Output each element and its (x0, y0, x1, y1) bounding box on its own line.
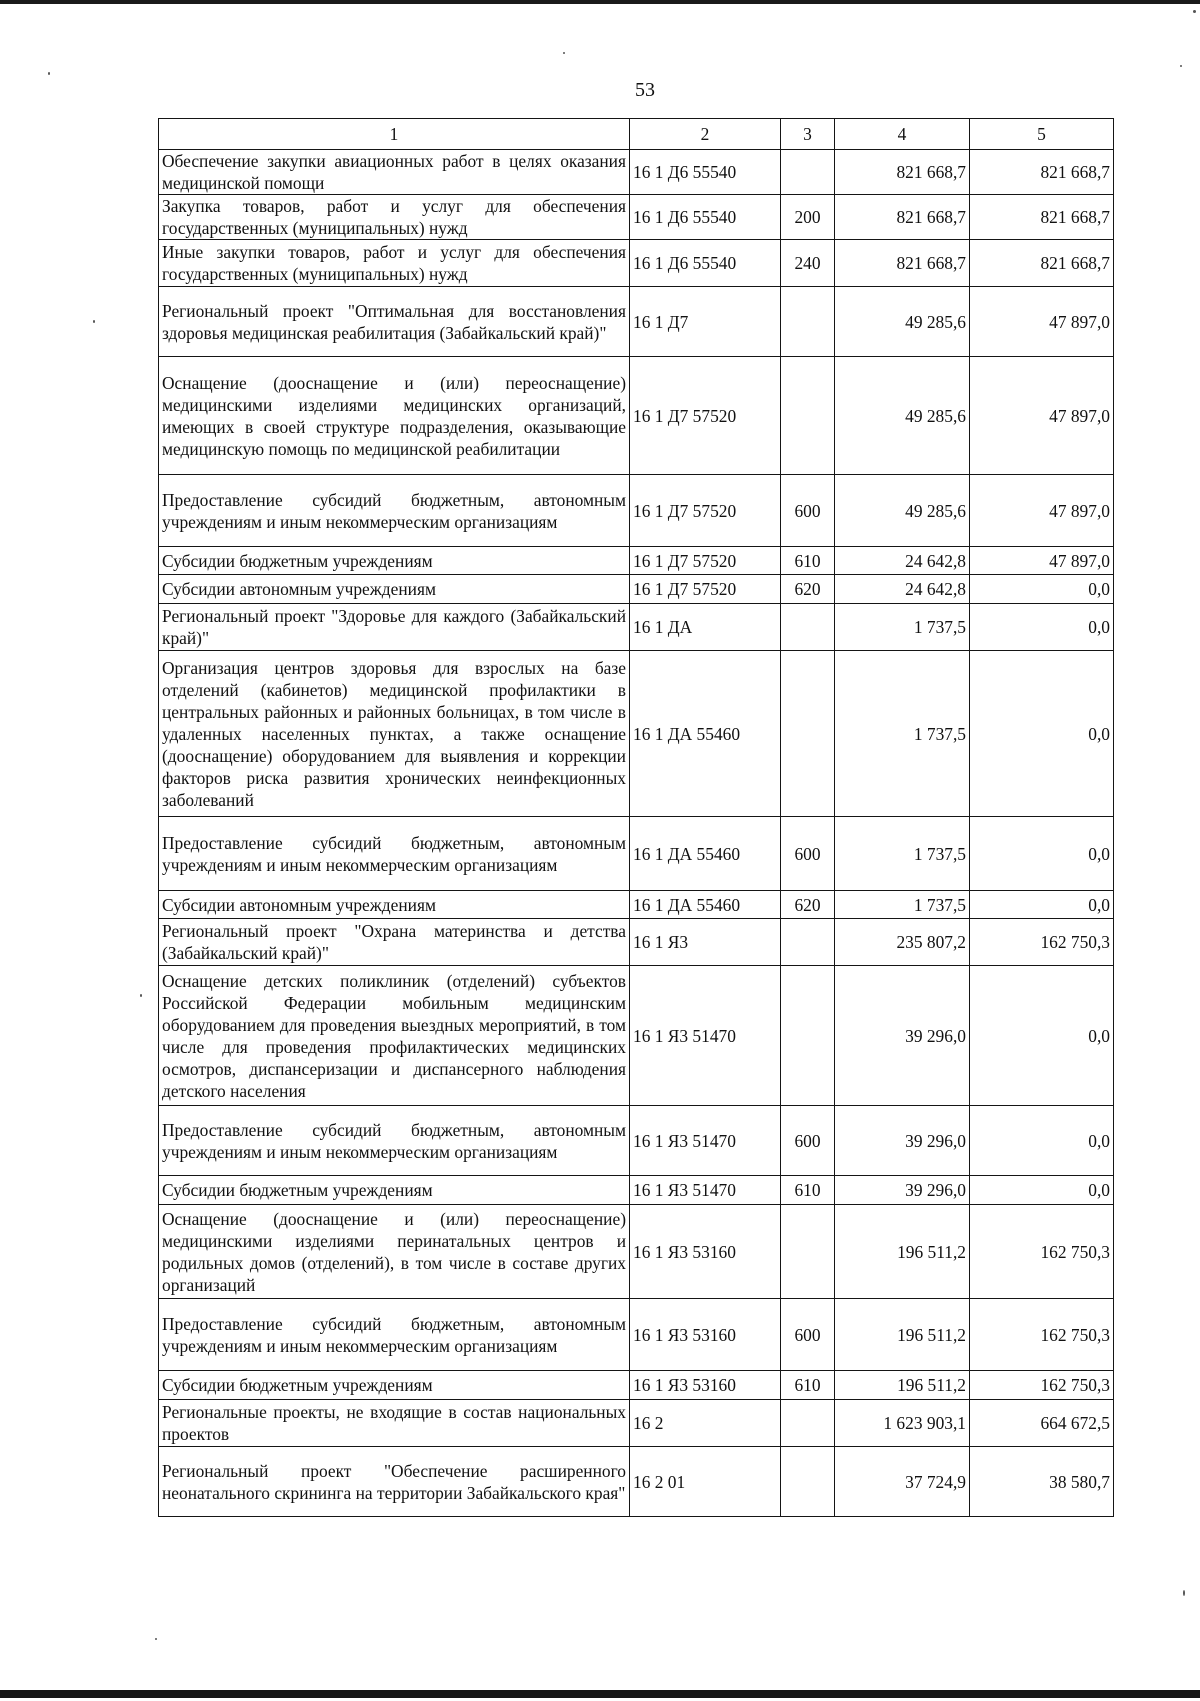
table-row (159, 357, 1114, 475)
table-row (159, 150, 1114, 195)
table-row (159, 604, 1114, 651)
amount-year-1: 1 623 903,1 (835, 1400, 970, 1447)
item-name: Предоставление субсидий бюджетным, автономным учреждениям и иным некоммерческим организациям (159, 817, 630, 891)
expense-type (781, 1447, 835, 1517)
target-code: 16 1 Д7 (630, 287, 781, 357)
amount-year-1: 37 724,9 (835, 1447, 970, 1517)
amount-year-2: 0,0 (970, 1106, 1114, 1176)
target-code: 16 1 Я3 53160 (630, 1371, 781, 1400)
amount-year-2: 47 897,0 (970, 357, 1114, 475)
amount-year-2: 0,0 (970, 651, 1114, 817)
table-row (159, 1205, 1114, 1299)
table-row (159, 891, 1114, 919)
table-row (159, 651, 1114, 817)
table-row (159, 240, 1114, 287)
table-row (159, 287, 1114, 357)
column-header: 1 (159, 119, 630, 150)
page-number: 53 (635, 79, 655, 101)
target-code: 16 1 Д7 57520 (630, 575, 781, 604)
scan-top-edge (0, 0, 1200, 4)
target-code: 16 2 01 (630, 1447, 781, 1517)
amount-year-2: 0,0 (970, 817, 1114, 891)
item-name: Предоставление субсидий бюджетным, автономным учреждениям и иным некоммерческим организациям (159, 475, 630, 547)
column-header: 4 (835, 119, 970, 150)
target-code: 16 1 ДА (630, 604, 781, 651)
column-header: 3 (781, 119, 835, 150)
amount-year-1: 821 668,7 (835, 150, 970, 195)
amount-year-1: 24 642,8 (835, 547, 970, 575)
item-name: Региональные проекты, не входящие в состав национальных проектов (159, 1400, 630, 1447)
expense-type: 610 (781, 1371, 835, 1400)
target-code: 16 1 Д7 57520 (630, 547, 781, 575)
target-code: 16 1 Д7 57520 (630, 475, 781, 547)
expense-type (781, 966, 835, 1106)
amount-year-2: 162 750,3 (970, 1371, 1114, 1400)
scan-speck (1180, 65, 1182, 67)
amount-year-1: 196 511,2 (835, 1299, 970, 1371)
amount-year-2: 47 897,0 (970, 287, 1114, 357)
scan-speck (140, 994, 142, 997)
amount-year-1: 1 737,5 (835, 891, 970, 919)
target-code: 16 1 Я3 51470 (630, 966, 781, 1106)
amount-year-1: 39 296,0 (835, 1176, 970, 1205)
expense-type (781, 357, 835, 475)
amount-year-2: 664 672,5 (970, 1400, 1114, 1447)
item-name: Субсидии бюджетным учреждениям (159, 1176, 630, 1205)
expense-type (781, 604, 835, 651)
amount-year-2: 0,0 (970, 575, 1114, 604)
expense-type: 600 (781, 1106, 835, 1176)
item-name: Оснащение (дооснащение и (или) переоснащение) медицинскими изделиями перинатальных центров и родильных домов (отделений), в том числе в составе других организаций (159, 1205, 630, 1299)
expense-type: 200 (781, 195, 835, 240)
budget-table (158, 118, 1114, 1517)
target-code: 16 1 Я3 53160 (630, 1299, 781, 1371)
amount-year-1: 196 511,2 (835, 1371, 970, 1400)
table-row (159, 1400, 1114, 1447)
amount-year-2: 821 668,7 (970, 240, 1114, 287)
table-row (159, 195, 1114, 240)
amount-year-1: 1 737,5 (835, 817, 970, 891)
table-row (159, 1447, 1114, 1517)
amount-year-1: 49 285,6 (835, 475, 970, 547)
scan-speck (155, 1638, 157, 1640)
amount-year-1: 235 807,2 (835, 919, 970, 966)
table-row (159, 547, 1114, 575)
target-code: 16 1 Я3 (630, 919, 781, 966)
target-code: 16 1 Д7 57520 (630, 357, 781, 475)
target-code: 16 1 Д6 55540 (630, 150, 781, 195)
item-name: Субсидии автономным учреждениям (159, 575, 630, 604)
expense-type (781, 1205, 835, 1299)
expense-type: 600 (781, 1299, 835, 1371)
expense-type: 620 (781, 891, 835, 919)
item-name: Субсидии автономным учреждениям (159, 891, 630, 919)
target-code: 16 1 Д6 55540 (630, 195, 781, 240)
amount-year-1: 24 642,8 (835, 575, 970, 604)
amount-year-1: 49 285,6 (835, 357, 970, 475)
header-row (159, 119, 1114, 150)
amount-year-2: 0,0 (970, 1176, 1114, 1205)
amount-year-2: 0,0 (970, 891, 1114, 919)
target-code: 16 1 ДА 55460 (630, 817, 781, 891)
target-code: 16 1 Я3 51470 (630, 1176, 781, 1205)
expense-type (781, 651, 835, 817)
table-row (159, 1371, 1114, 1400)
target-code: 16 1 Я3 51470 (630, 1106, 781, 1176)
column-header: 5 (970, 119, 1114, 150)
item-name: Субсидии бюджетным учреждениям (159, 1371, 630, 1400)
expense-type (781, 1400, 835, 1447)
amount-year-2: 0,0 (970, 604, 1114, 651)
expense-type: 600 (781, 817, 835, 891)
item-name: Региональный проект "Оптимальная для восстановления здоровья медицинская реабилитация (Забайкальский край)" (159, 287, 630, 357)
expense-type: 600 (781, 475, 835, 547)
item-name: Организация центров здоровья для взрослых на базе отделений (кабинетов) медицинской профилактики в центральных районных и районных больницах, в том числе в удаленных населенных пунктах, а также оснащение (дооснащение) оборудованием для выявления и коррекции факторов риска развития хронических неинфекционных заболеваний (159, 651, 630, 817)
table-row (159, 1176, 1114, 1205)
item-name: Оснащение детских поликлиник (отделений) субъектов Российской Федерации мобильным медицинским оборудованием для проведения выездных мероприятий, в том числе для проведения профилактических медицинских осмотров, диспансеризации и диспансерного наблюдения детского населения (159, 966, 630, 1106)
item-name: Субсидии бюджетным учреждениям (159, 547, 630, 575)
scan-speck (563, 52, 565, 54)
item-name: Обеспечение закупки авиационных работ в целях оказания медицинской помощи (159, 150, 630, 195)
amount-year-2: 47 897,0 (970, 475, 1114, 547)
target-code: 16 1 Я3 53160 (630, 1205, 781, 1299)
item-name: Предоставление субсидий бюджетным, автономным учреждениям и иным некоммерческим организациям (159, 1299, 630, 1371)
table-row (159, 1299, 1114, 1371)
item-name: Региональный проект "Обеспечение расширенного неонатального скрининга на территории Забайкальского края" (159, 1447, 630, 1517)
target-code: 16 1 ДА 55460 (630, 651, 781, 817)
amount-year-2: 47 897,0 (970, 547, 1114, 575)
table-row (159, 1106, 1114, 1176)
expense-type (781, 287, 835, 357)
table-row (159, 966, 1114, 1106)
amount-year-1: 49 285,6 (835, 287, 970, 357)
item-name: Региональный проект "Охрана материнства и детства (Забайкальский край)" (159, 919, 630, 966)
amount-year-2: 38 580,7 (970, 1447, 1114, 1517)
expense-type: 610 (781, 547, 835, 575)
amount-year-1: 39 296,0 (835, 1106, 970, 1176)
target-code: 16 2 (630, 1400, 781, 1447)
expense-type: 240 (781, 240, 835, 287)
expense-type: 620 (781, 575, 835, 604)
amount-year-2: 821 668,7 (970, 150, 1114, 195)
item-name: Иные закупки товаров, работ и услуг для обеспечения государственных (муниципальных) нужд (159, 240, 630, 287)
column-header: 2 (630, 119, 781, 150)
target-code: 16 1 Д6 55540 (630, 240, 781, 287)
target-code: 16 1 ДА 55460 (630, 891, 781, 919)
item-name: Закупка товаров, работ и услуг для обеспечения государственных (муниципальных) нужд (159, 195, 630, 240)
amount-year-1: 821 668,7 (835, 240, 970, 287)
item-name: Оснащение (дооснащение и (или) переоснащение) медицинскими изделиями медицинских организаций, имеющих в своей структуре подразделения, оказывающие медицинскую помощь по медицинской реабилитации (159, 357, 630, 475)
expense-type: 610 (781, 1176, 835, 1205)
scan-speck (48, 72, 50, 75)
amount-year-2: 162 750,3 (970, 1205, 1114, 1299)
table-row (159, 817, 1114, 891)
amount-year-1: 39 296,0 (835, 966, 970, 1106)
amount-year-1: 196 511,2 (835, 1205, 970, 1299)
amount-year-1: 1 737,5 (835, 651, 970, 817)
scan-speck (93, 320, 95, 323)
amount-year-2: 162 750,3 (970, 1299, 1114, 1371)
amount-year-1: 821 668,7 (835, 195, 970, 240)
item-name: Региональный проект "Здоровье для каждого (Забайкальский край)" (159, 604, 630, 651)
scan-speck (1183, 1590, 1185, 1596)
table-row (159, 575, 1114, 604)
item-name: Предоставление субсидий бюджетным, автономным учреждениям и иным некоммерческим организациям (159, 1106, 630, 1176)
scan-speck (1193, 10, 1196, 13)
scan-bottom-edge (0, 1690, 1200, 1698)
expense-type (781, 919, 835, 966)
amount-year-1: 1 737,5 (835, 604, 970, 651)
table-body (159, 150, 1114, 1517)
table-row (159, 475, 1114, 547)
amount-year-2: 821 668,7 (970, 195, 1114, 240)
amount-year-2: 0,0 (970, 966, 1114, 1106)
table-row (159, 919, 1114, 966)
amount-year-2: 162 750,3 (970, 919, 1114, 966)
expense-type (781, 150, 835, 195)
